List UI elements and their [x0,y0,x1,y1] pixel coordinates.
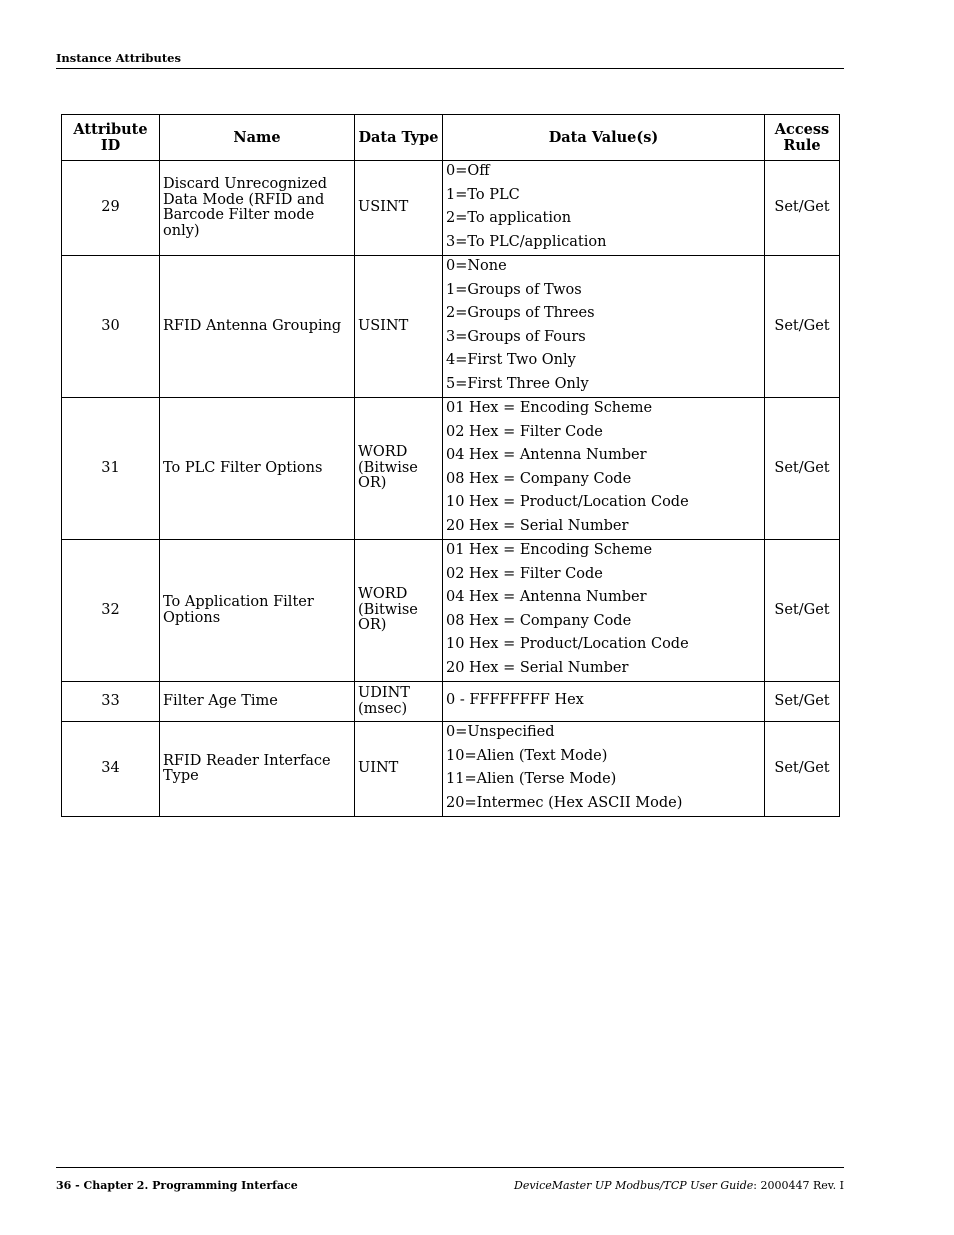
table-header-row [62,115,840,161]
data-value-line: 0=Off [446,163,490,179]
attribute-id-cell: 32 [62,540,160,682]
data-value-line: 10 Hex = Product/Location Code [446,636,689,652]
data-value-line: 3=To PLC/application [446,233,607,250]
data-value-line: 4=First Two Only [446,352,576,368]
attribute-name-cell: To Application Filter Options [160,540,355,682]
section-title: Instance Attributes [56,51,181,65]
attribute-name-cell: Filter Age Time [160,682,355,722]
data-value-line: 08 Hex = Company Code [446,612,632,629]
column-header-data-type: Data Type [355,115,443,161]
instance-attributes-table [61,114,840,817]
data-values-cell [443,722,765,817]
attribute-name-cell: RFID Antenna Grouping [160,256,355,398]
data-values-cell [443,256,765,398]
page-footer [56,1167,844,1192]
data-type-cell: WORD (Bitwise OR) [355,398,443,540]
footer-document-id [514,1179,844,1192]
data-type-cell: UDINT (msec) [355,682,443,722]
access-rule-cell: Set/Get [765,722,840,817]
data-value-line: 0=None [446,258,507,274]
data-value-line: 10=Alien (Text Mode) [446,747,608,764]
table-row [62,540,840,682]
data-value-line: 1=Groups of Twos [446,281,582,298]
data-value-line: 3=Groups of Fours [446,328,586,345]
data-value-line: 20=Intermec (Hex ASCII Mode) [446,794,683,811]
column-header-data-values: Data Value(s) [443,115,765,161]
data-values-cell [443,540,765,682]
footer-doc-number: : 2000447 Rev. I [753,1179,844,1192]
table-row [62,722,840,817]
data-values-cell [443,398,765,540]
page-header [56,51,844,69]
access-rule-cell: Set/Get [765,682,840,722]
data-value-line: 04 Hex = Antenna Number [446,447,647,463]
data-value-line: 10 Hex = Product/Location Code [446,494,689,510]
attribute-name-cell: RFID Reader Interface Type [160,722,355,817]
column-header-attribute-id: Attribute ID [62,115,160,161]
data-value-line: 20 Hex = Serial Number [446,659,629,676]
attribute-name-cell: Discard Unrecognized Data Mode (RFID and Barcode Filter mode only) [160,161,355,256]
data-value-line: 02 Hex = Filter Code [446,423,603,440]
table-row [62,398,840,540]
data-type-cell: UINT [355,722,443,817]
data-value-line: 04 Hex = Antenna Number [446,589,647,605]
table-row [62,161,840,256]
data-type-cell: USINT [355,256,443,398]
attribute-id-cell: 29 [62,161,160,256]
data-value-line: 08 Hex = Company Code [446,470,632,487]
footer-chapter: 36 - Chapter 2. Programming Interface [56,1179,298,1192]
data-type-cell: WORD (Bitwise OR) [355,540,443,682]
column-header-name: Name [160,115,355,161]
data-value-line: 11=Alien (Terse Mode) [446,771,617,787]
table-row [62,256,840,398]
data-value-line: 20 Hex = Serial Number [446,517,629,534]
data-value-line: 0=Unspecified [446,724,555,740]
data-value-line: 0 - FFFFFFFF Hex [446,691,584,708]
access-rule-cell: Set/Get [765,161,840,256]
data-value-line: 5=First Three Only [446,375,589,392]
column-header-access-rule: Access Rule [765,115,840,161]
attribute-id-cell: 34 [62,722,160,817]
data-value-line: 01 Hex = Encoding Scheme [446,542,653,558]
data-value-line: 01 Hex = Encoding Scheme [446,400,653,416]
attribute-id-cell: 31 [62,398,160,540]
data-value-line: 02 Hex = Filter Code [446,565,603,582]
data-value-line: 2=Groups of Threes [446,305,595,321]
data-value-line: 2=To application [446,210,572,226]
attribute-id-cell: 30 [62,256,160,398]
access-rule-cell: Set/Get [765,398,840,540]
table-row [62,682,840,722]
attribute-name-cell: To PLC Filter Options [160,398,355,540]
data-type-cell: USINT [355,161,443,256]
access-rule-cell: Set/Get [765,256,840,398]
data-values-cell [443,161,765,256]
data-values-cell [443,682,765,722]
attribute-id-cell: 33 [62,682,160,722]
data-value-line: 1=To PLC [446,186,520,203]
footer-doc-title: DeviceMaster UP Modbus/TCP User Guide [514,1179,754,1192]
access-rule-cell: Set/Get [765,540,840,682]
